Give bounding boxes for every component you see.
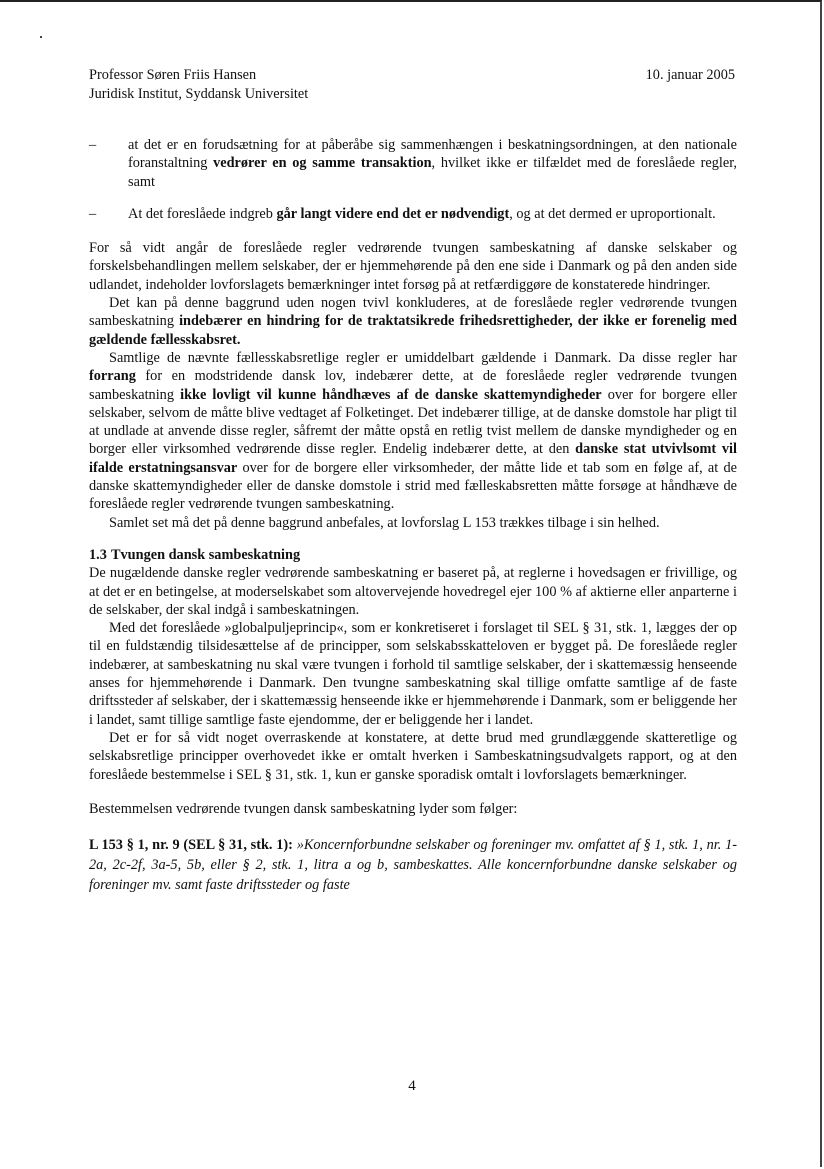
paragraph: For så vidt angår de foreslåede regler vedrørende tvungen sambeskatning af danske selskaber og forskelsbehandlingen mellem selskaber, der er hjemmehørende på den ene side i Danmark og på den anden side udlandet, indeholder lovforslagets bemærkninger intet forsøg på at retfærdiggøre de konstaterede hindringer. bbox=[89, 240, 737, 293]
paragraph: De nugældende danske regler vedrørende sambeskatning er baseret på, at reglerne i hovedsagen er frivillige, og at det er en betingelse, at moderselskabet som altovervejende hovedregel ejer 100 % af aktierne eller anparterne i de selskaber, der skal indgå i sambeskatningen. bbox=[89, 565, 737, 618]
statute-quote bbox=[89, 835, 737, 895]
text-span: At det foreslåede indgreb bbox=[128, 205, 277, 222]
bold-span: går langt videre end det er nødvendigt bbox=[276, 205, 510, 222]
bold-span: vedrører en og samme transaktion bbox=[213, 155, 432, 172]
text-span: Det kan på denne baggrund uden nogen tvivl konkluderes, at de foreslåede regler vedrørende tvungen sambeskatning bbox=[89, 295, 737, 330]
bold-span: danske stat utvivlsomt vil ifalde erstatningsansvar bbox=[89, 441, 737, 476]
bullet-text bbox=[128, 205, 737, 223]
text-span: , hvilket ikke er tilfældet med de foreslåede regler, samt bbox=[128, 155, 737, 190]
text-span: for en modstridende dansk lov, indebærer dette, at de foreslåede regler vedrørende tvungen sambeskatning bbox=[89, 368, 737, 403]
paragraph: Med det foreslåede »globalpuljeprincip«, som er konkretiseret i forslaget til SEL § 31, stk. 1, lægges der op til en fuldstændig tilsidesættelse af de principper, som selskabsskatteloven er bygget på. De foreslåede regler indebærer, at sambeskatning nu skal være tvungen i forhold til samtlige selskaber, der i skattemæssig henseende anses for hjemmehørende i Danmark. Den tvungne sambeskatning skal tillige omfatte samtlige af de faste driftssteder af selskaber, der i skattemæssig henseende ikke er hjemmehørende i Danmark, som er beliggende her i landet, samt tillige samtlige faste ejendomme, der er beliggende her i landet. bbox=[89, 620, 737, 728]
paragraph bbox=[89, 294, 737, 349]
scan-speck bbox=[40, 36, 42, 38]
bullet-text bbox=[128, 136, 737, 191]
page-header bbox=[89, 66, 737, 103]
paragraph: Samlet set må det på denne baggrund anbefales, at lovforslag L 153 trækkes tilbage i sin helhed. bbox=[109, 514, 660, 531]
institution-name: Juridisk Institut, Syddansk Universitet bbox=[89, 85, 309, 102]
document-body bbox=[89, 66, 737, 895]
quote-text: »Koncernforbundne selskaber og foreninger mv. omfattet af § 1, stk. 1, nr. 1-2a, 2c-2f, 3a-5, 5b, eller § 2, stk. 1, litra a og b, sambeskattes. Alle koncernforbundne danske selskaber og foreninger mv. samt faste driftssteder og faste bbox=[89, 837, 737, 894]
bullet-dash: – bbox=[89, 137, 97, 153]
section-number: 1.3 bbox=[89, 546, 107, 563]
text-span: over for borgere eller selskaber, selvom de måtte blive vedtaget af Folketinget. Det indebærer tillige, at de danske domstole har pligt til at undlade at anvende disse regler, såfremt der måtte opstå en retlig tvist mellem de danske myndigheder og en borger eller virksomhed vedrørende disse regler. Endelig indebærer dette, at den bbox=[89, 386, 738, 458]
page-number: 4 bbox=[408, 1078, 416, 1094]
section-title: Tvungen dansk sambeskatning bbox=[111, 546, 301, 563]
quote-reference: L 153 § 1, nr. 9 (SEL § 31, stk. 1): bbox=[89, 837, 293, 854]
text-span: at det er en forudsætning for at påberåbe sig sammenhængen i beskatningsordningen, at den nationale foranstaltning bbox=[128, 137, 737, 172]
bullet-list bbox=[89, 136, 737, 223]
bullet-dash: – bbox=[89, 205, 97, 222]
author-name: Professor Søren Friis Hansen bbox=[89, 67, 257, 83]
bold-span: forrang bbox=[89, 368, 136, 385]
text-span: over for de borgere eller virksomheder, der måtte lide et tab som en følge af, at de danske skattemyndigheder eller de danske domstole i strid med fælleskabsretten måtte forsøge at håndhæve de foreslåede regler vedrørende tvungen sambeskatning. bbox=[89, 459, 738, 513]
list-item bbox=[89, 205, 737, 223]
text-span: , og at det dermed er uproportionalt. bbox=[509, 205, 716, 222]
list-item bbox=[89, 136, 737, 191]
text-span: Samtlige de nævnte fællesskabsretlige regler er umiddelbart gældende i Danmark. Da disse regler har bbox=[109, 349, 737, 366]
paragraph bbox=[89, 349, 737, 514]
section-heading bbox=[89, 546, 737, 564]
paragraph: Bestemmelsen vedrørende tvungen dansk sambeskatning lyder som følger: bbox=[89, 800, 518, 817]
bold-span: indebærer en hindring for de traktatsikrede frihedsrettigheder, der ikke er forenelig med gældende fællesskabsret. bbox=[89, 313, 738, 348]
bold-span: ikke lovligt vil kunne håndhæves af de danske skattemyndigheder bbox=[180, 386, 602, 403]
header-left bbox=[89, 66, 308, 103]
header-date: 10. januar 2005 bbox=[645, 67, 735, 83]
paragraph: Det er for så vidt noget overraskende at konstatere, at dette brud med grundlæggende skatteretlige og selskabsretlige principper overhovedet ikke er omtalt hverken i Sambeskatningsudvalgets rapport, og at den foreslåede bestemmelse i SEL § 31, stk. 1, kun er ganske sporadisk omtalt i lovforslagets bemærkninger. bbox=[89, 729, 737, 783]
